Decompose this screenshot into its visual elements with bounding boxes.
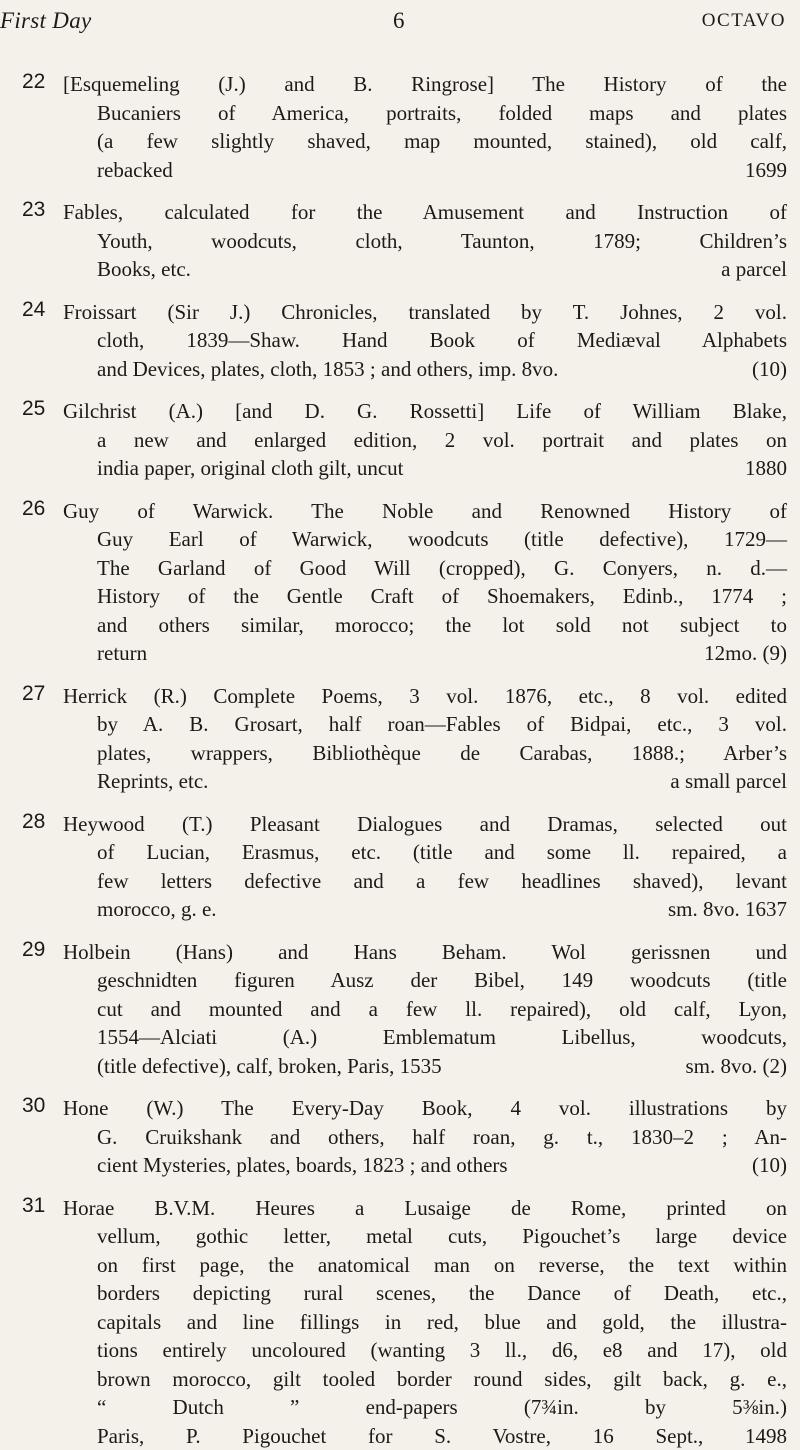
description-line: capitals and line fillings in red, blue and gold, the illustra- bbox=[63, 1308, 787, 1337]
lot-number: 25 bbox=[22, 397, 45, 421]
lot-description bbox=[63, 70, 787, 184]
lot-description bbox=[63, 497, 787, 668]
description-line: of Lucian, Erasmus, etc. (title and some ll. repaired, a bbox=[63, 838, 787, 867]
description-text: (title defective), calf, broken, Paris, 1535 bbox=[97, 1052, 442, 1081]
description-line: Gilchrist (A.) [and D. G. Rossetti] Life of William Blake, bbox=[63, 397, 787, 426]
description-line: Heywood (T.) Pleasant Dialogues and Dramas, selected out bbox=[63, 810, 787, 839]
description-last-line bbox=[63, 156, 787, 185]
sale-day: First Day bbox=[0, 8, 92, 34]
description-text: and Devices, plates, cloth, 1853 ; and others, imp. 8vo. bbox=[97, 355, 558, 384]
description-line: Paris, P. Pigouchet for S. Vostre, 16 Sept., 1498 bbox=[63, 1422, 787, 1450]
lot-entry bbox=[0, 198, 800, 284]
description-line: and others similar, morocco; the lot sold not subject to bbox=[63, 611, 787, 640]
description-line: vellum, gothic letter, metal cuts, Pigouchet’s large device bbox=[63, 1222, 787, 1251]
description-line: Horae B.V.M. Heures a Lusaige de Rome, printed on bbox=[63, 1194, 787, 1223]
description-line: cut and mounted and a few ll. repaired), old calf, Lyon, bbox=[63, 995, 787, 1024]
format-and-date: 12mo. (9) bbox=[704, 639, 787, 668]
lot-list bbox=[0, 70, 800, 1450]
description-line: on first page, the anatomical man on reverse, the text within bbox=[63, 1251, 787, 1280]
description-last-line bbox=[63, 1151, 787, 1180]
lot-entry bbox=[0, 298, 800, 384]
description-line: (a few slightly shaved, map mounted, stained), old calf, bbox=[63, 127, 787, 156]
description-last-line bbox=[63, 355, 787, 384]
description-text: india paper, original cloth gilt, uncut bbox=[97, 454, 404, 483]
lot-number: 24 bbox=[22, 298, 45, 322]
description-last-line bbox=[63, 255, 787, 284]
description-line: [Esquemeling (J.) and B. Ringrose] The History of the bbox=[63, 70, 787, 99]
description-line: Fables, calculated for the Amusement and Instruction of bbox=[63, 198, 787, 227]
description-line: Bucaniers of America, portraits, folded maps and plates bbox=[63, 99, 787, 128]
lot-number: 22 bbox=[22, 70, 45, 94]
lot-entry bbox=[0, 70, 800, 184]
lot-description bbox=[63, 198, 787, 284]
lot-entry bbox=[0, 682, 800, 796]
format-and-date: sm. 8vo. 1637 bbox=[668, 895, 787, 924]
description-line: Froissart (Sir J.) Chronicles, translated by T. Johnes, 2 vol. bbox=[63, 298, 787, 327]
format-heading: OCTAVO bbox=[702, 10, 786, 32]
lot-number: 28 bbox=[22, 810, 45, 834]
lot-entry bbox=[0, 497, 800, 668]
description-line: Guy of Warwick. The Noble and Renowned History of bbox=[63, 497, 787, 526]
description-line: Holbein (Hans) and Hans Beham. Wol gerissnen und bbox=[63, 938, 787, 967]
description-last-line bbox=[63, 639, 787, 668]
description-line: borders depicting rural scenes, the Dance of Death, etc., bbox=[63, 1279, 787, 1308]
lot-description bbox=[63, 810, 787, 924]
description-line: cloth, 1839—Shaw. Hand Book of Mediæval Alphabets bbox=[63, 326, 787, 355]
lot-entry bbox=[0, 397, 800, 483]
lot-number: 26 bbox=[22, 497, 45, 521]
description-text: cient Mysteries, plates, boards, 1823 ; and others bbox=[97, 1151, 508, 1180]
lot-number: 23 bbox=[22, 198, 45, 222]
lot-number: 31 bbox=[22, 1194, 45, 1218]
format-and-date: 1699 bbox=[745, 156, 787, 185]
lot-description bbox=[63, 1194, 787, 1450]
description-line: Herrick (R.) Complete Poems, 3 vol. 1876, etc., 8 vol. edited bbox=[63, 682, 787, 711]
lot-description bbox=[63, 1094, 787, 1180]
description-text: morocco, g. e. bbox=[97, 895, 217, 924]
description-line: The Garland of Good Will (cropped), G. Conyers, n. d.— bbox=[63, 554, 787, 583]
description-last-line bbox=[63, 454, 787, 483]
lot-entry bbox=[0, 810, 800, 924]
description-text: Books, etc. bbox=[97, 255, 191, 284]
description-line: by A. B. Grosart, half roan—Fables of Bidpai, etc., 3 vol. bbox=[63, 710, 787, 739]
lot-entry bbox=[0, 1194, 800, 1450]
format-and-date: a small parcel bbox=[670, 767, 787, 796]
description-line: tions entirely uncoloured (wanting 3 ll., d6, e8 and 17), old bbox=[63, 1336, 787, 1365]
lot-number: 27 bbox=[22, 682, 45, 706]
lot-description bbox=[63, 938, 787, 1081]
description-line: G. Cruikshank and others, half roan, g. t., 1830–2 ; An- bbox=[63, 1123, 787, 1152]
description-text: Reprints, etc. bbox=[97, 767, 208, 796]
lot-entry bbox=[0, 938, 800, 1081]
format-and-date: a parcel bbox=[721, 255, 787, 284]
description-line: few letters defective and a few headlines shaved), levant bbox=[63, 867, 787, 896]
lot-description bbox=[63, 682, 787, 796]
format-and-date: sm. 8vo. (2) bbox=[686, 1052, 788, 1081]
format-and-date: (10) bbox=[752, 355, 787, 384]
format-and-date: 1880 bbox=[745, 454, 787, 483]
lot-description bbox=[63, 397, 787, 483]
description-line: plates, wrappers, Bibliothèque de Carabas, 1888.; Arber’s bbox=[63, 739, 787, 768]
description-last-line bbox=[63, 767, 787, 796]
description-line: “ Dutch ” end-papers (7¾in. by 5⅜in.) bbox=[63, 1393, 787, 1422]
lot-entry bbox=[0, 1094, 800, 1180]
description-last-line bbox=[63, 895, 787, 924]
description-line: a new and enlarged edition, 2 vol. portrait and plates on bbox=[63, 426, 787, 455]
lot-number: 30 bbox=[22, 1094, 45, 1118]
description-line: Hone (W.) The Every-Day Book, 4 vol. illustrations by bbox=[63, 1094, 787, 1123]
description-last-line bbox=[63, 1052, 787, 1081]
page-number: 6 bbox=[393, 8, 405, 34]
description-line: History of the Gentle Craft of Shoemakers, Edinb., 1774 ; bbox=[63, 582, 787, 611]
description-line: geschnidten figuren Ausz der Bibel, 149 woodcuts (title bbox=[63, 966, 787, 995]
description-line: brown morocco, gilt tooled border round sides, gilt back, g. e., bbox=[63, 1365, 787, 1394]
description-text: return bbox=[97, 639, 147, 668]
description-text: rebacked bbox=[97, 156, 173, 185]
lot-number: 29 bbox=[22, 938, 45, 962]
page-header bbox=[0, 4, 800, 44]
description-line: Guy Earl of Warwick, woodcuts (title defective), 1729— bbox=[63, 525, 787, 554]
description-line: Youth, woodcuts, cloth, Taunton, 1789; Children’s bbox=[63, 227, 787, 256]
description-line: 1554—Alciati (A.) Emblematum Libellus, woodcuts, bbox=[63, 1023, 787, 1052]
format-and-date: (10) bbox=[752, 1151, 787, 1180]
lot-description bbox=[63, 298, 787, 384]
